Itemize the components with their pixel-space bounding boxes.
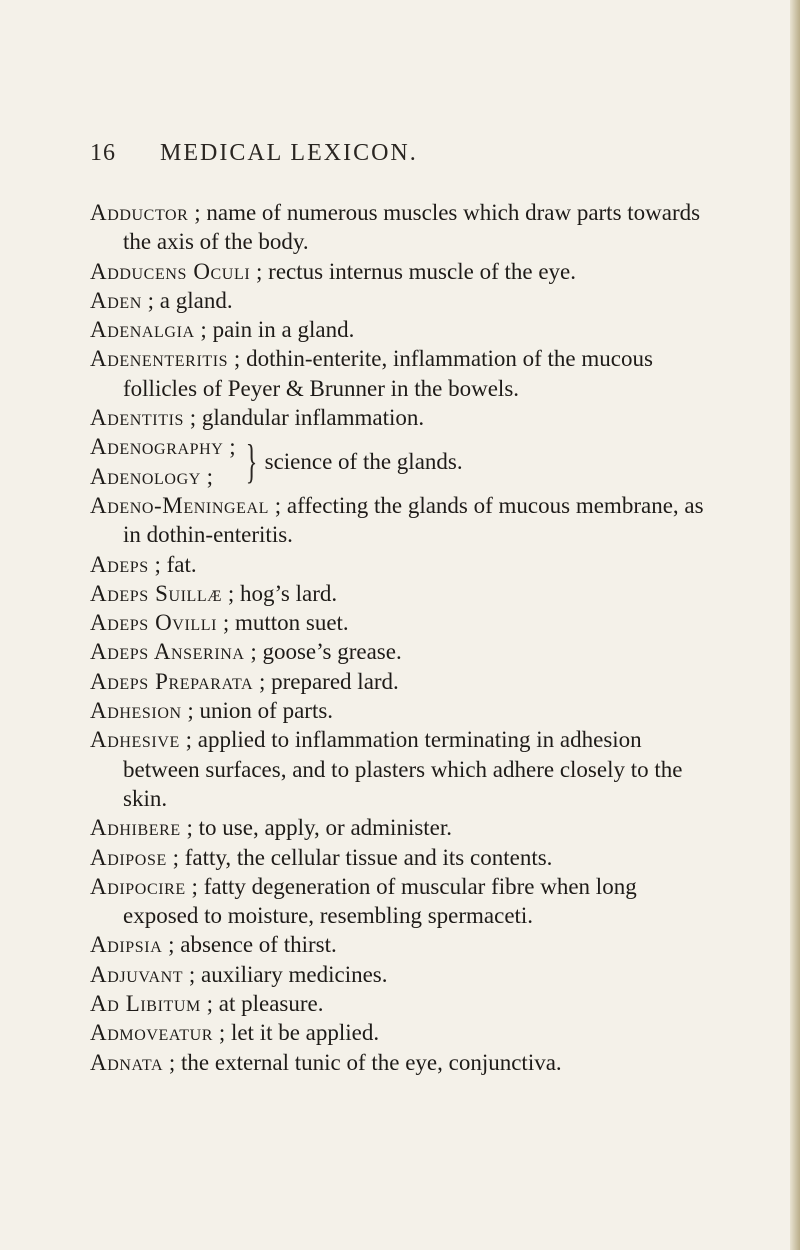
headword: Adenalgia bbox=[90, 317, 195, 343]
definition: the external tunic of the eye, conjunctiva. bbox=[181, 1049, 562, 1075]
definition: to use, apply, or administer. bbox=[198, 815, 453, 841]
headword: Adeno-Meningeal bbox=[90, 492, 270, 518]
headword: Adenography bbox=[90, 434, 224, 460]
entry: Adductor ; name of numerous muscles which draw parts towards the axis of the body. bbox=[90, 200, 701, 255]
headword: Adenenteritis bbox=[90, 346, 229, 372]
definition: a gland. bbox=[159, 287, 233, 313]
entry: Adeps Ovilli ; mutton suet. bbox=[90, 610, 349, 636]
brace-entry bbox=[90, 432, 712, 491]
entry: Adhesion ; union of parts. bbox=[90, 698, 334, 724]
definition: prepared lard. bbox=[271, 668, 399, 694]
definition: let it be applied. bbox=[230, 1020, 380, 1046]
definition: fatty degeneration of muscular fibre when long exposed to moisture, resembling spermaceti. bbox=[123, 873, 637, 929]
definition: hog’s lard. bbox=[240, 580, 338, 606]
definition: at pleasure. bbox=[218, 991, 324, 1017]
entry: Aden ; a gland. bbox=[90, 287, 233, 313]
definition: fatty, the cellular tissue and its contents. bbox=[184, 844, 553, 870]
headword: Adeps Ovilli bbox=[90, 610, 218, 636]
headword: Admoveatur bbox=[90, 1020, 214, 1046]
headword: Adnata bbox=[90, 1049, 164, 1075]
entry: Adipsia ; absence of thirst. bbox=[90, 932, 337, 958]
entry: Adhesive ; applied to inflammation terminating in adhesion between surfaces, and to plasters which adhere closely to the skin. bbox=[90, 727, 683, 811]
headword: Adentitis bbox=[90, 405, 184, 431]
page-edge bbox=[790, 0, 800, 1250]
brace-icon: } bbox=[245, 434, 257, 488]
definition: mutton suet. bbox=[234, 610, 349, 636]
definition: affecting the glands of mucous membrane, as in dothin-enteritis. bbox=[123, 492, 704, 548]
headword: Adductor bbox=[90, 200, 189, 225]
headword: Adeps Anserina bbox=[90, 639, 245, 665]
headword: Aden bbox=[90, 287, 142, 313]
entry: Adenenteritis ; dothin-enterite, inflammation of the mucous follicles of Peyer & Brunner in the bowels. bbox=[90, 346, 653, 401]
entry: Adeps ; fat. bbox=[90, 551, 197, 577]
headword: Adjuvant bbox=[90, 961, 184, 987]
entry: Adentitis ; glandular inflammation. bbox=[90, 405, 425, 431]
headword: Ad Libitum bbox=[90, 991, 201, 1017]
definition: name of numerous muscles which draw parts towards the axis of the body. bbox=[123, 200, 701, 255]
headword: Adenology bbox=[90, 463, 201, 489]
headword: Adhesive bbox=[90, 727, 180, 753]
headword: Adeps bbox=[90, 551, 149, 577]
definition: absence of thirst. bbox=[180, 932, 337, 958]
definition: union of parts. bbox=[199, 698, 334, 724]
entry: Adducens Oculi ; rectus internus muscle of the eye. bbox=[90, 258, 576, 284]
definition: science of the glands. bbox=[264, 449, 463, 475]
definition: pain in a gland. bbox=[212, 317, 355, 343]
definition: applied to inflammation terminating in adhesion between surfaces, and to plasters which adhere closely to the skin. bbox=[123, 727, 683, 811]
headword: Adeps Suillæ bbox=[90, 580, 223, 606]
definition: auxiliary medicines. bbox=[201, 961, 388, 987]
entry: Adipose ; fatty, the cellular tissue and its contents. bbox=[90, 844, 553, 870]
definition: dothin-enterite, inflammation of the mucous follicles of Peyer & Brunner in the bowels. bbox=[123, 346, 653, 401]
entry: Adipocire ; fatty degeneration of muscular fibre when long exposed to moisture, resembling spermaceti. bbox=[90, 873, 637, 929]
running-title: MEDICAL LEXICON. bbox=[160, 140, 418, 166]
entry: Adeno-Meningeal ; affecting the glands of mucous membrane, as in dothin-enteritis. bbox=[90, 492, 704, 548]
entry: Adhibere ; to use, apply, or administer. bbox=[90, 815, 453, 841]
entry: Adjuvant ; auxiliary medicines. bbox=[90, 961, 388, 987]
entry: Adeps Suillæ ; hog’s lard. bbox=[90, 580, 338, 606]
entry: Admoveatur ; let it be applied. bbox=[90, 1020, 380, 1046]
entry: Adenalgia ; pain in a gland. bbox=[90, 317, 355, 343]
entry: Ad Libitum ; at pleasure. bbox=[90, 991, 324, 1017]
lexicon-entries bbox=[90, 198, 712, 1077]
definition: glandular inflammation. bbox=[201, 405, 425, 431]
headword: Adeps Preparata bbox=[90, 668, 254, 694]
headword: Adhesion bbox=[90, 698, 182, 724]
headword: Adipose bbox=[90, 844, 167, 870]
page-number: 16 bbox=[90, 140, 116, 166]
page-header bbox=[90, 140, 610, 167]
headword: Adipocire bbox=[90, 873, 186, 899]
entry: Adeps Anserina ; goose’s grease. bbox=[90, 639, 402, 665]
entry: Adnata ; the external tunic of the eye, conjunctiva. bbox=[90, 1049, 562, 1075]
definition: fat. bbox=[166, 551, 197, 577]
brace-headwords: Adenography ; Adenology ; bbox=[90, 434, 236, 489]
definition: rectus internus muscle of the eye. bbox=[268, 258, 576, 284]
headword: Adhibere bbox=[90, 815, 181, 841]
headword: Adducens Oculi bbox=[90, 258, 251, 284]
entry: Adeps Preparata ; prepared lard. bbox=[90, 668, 399, 694]
headword: Adipsia bbox=[90, 932, 163, 958]
definition: goose’s grease. bbox=[262, 639, 402, 665]
